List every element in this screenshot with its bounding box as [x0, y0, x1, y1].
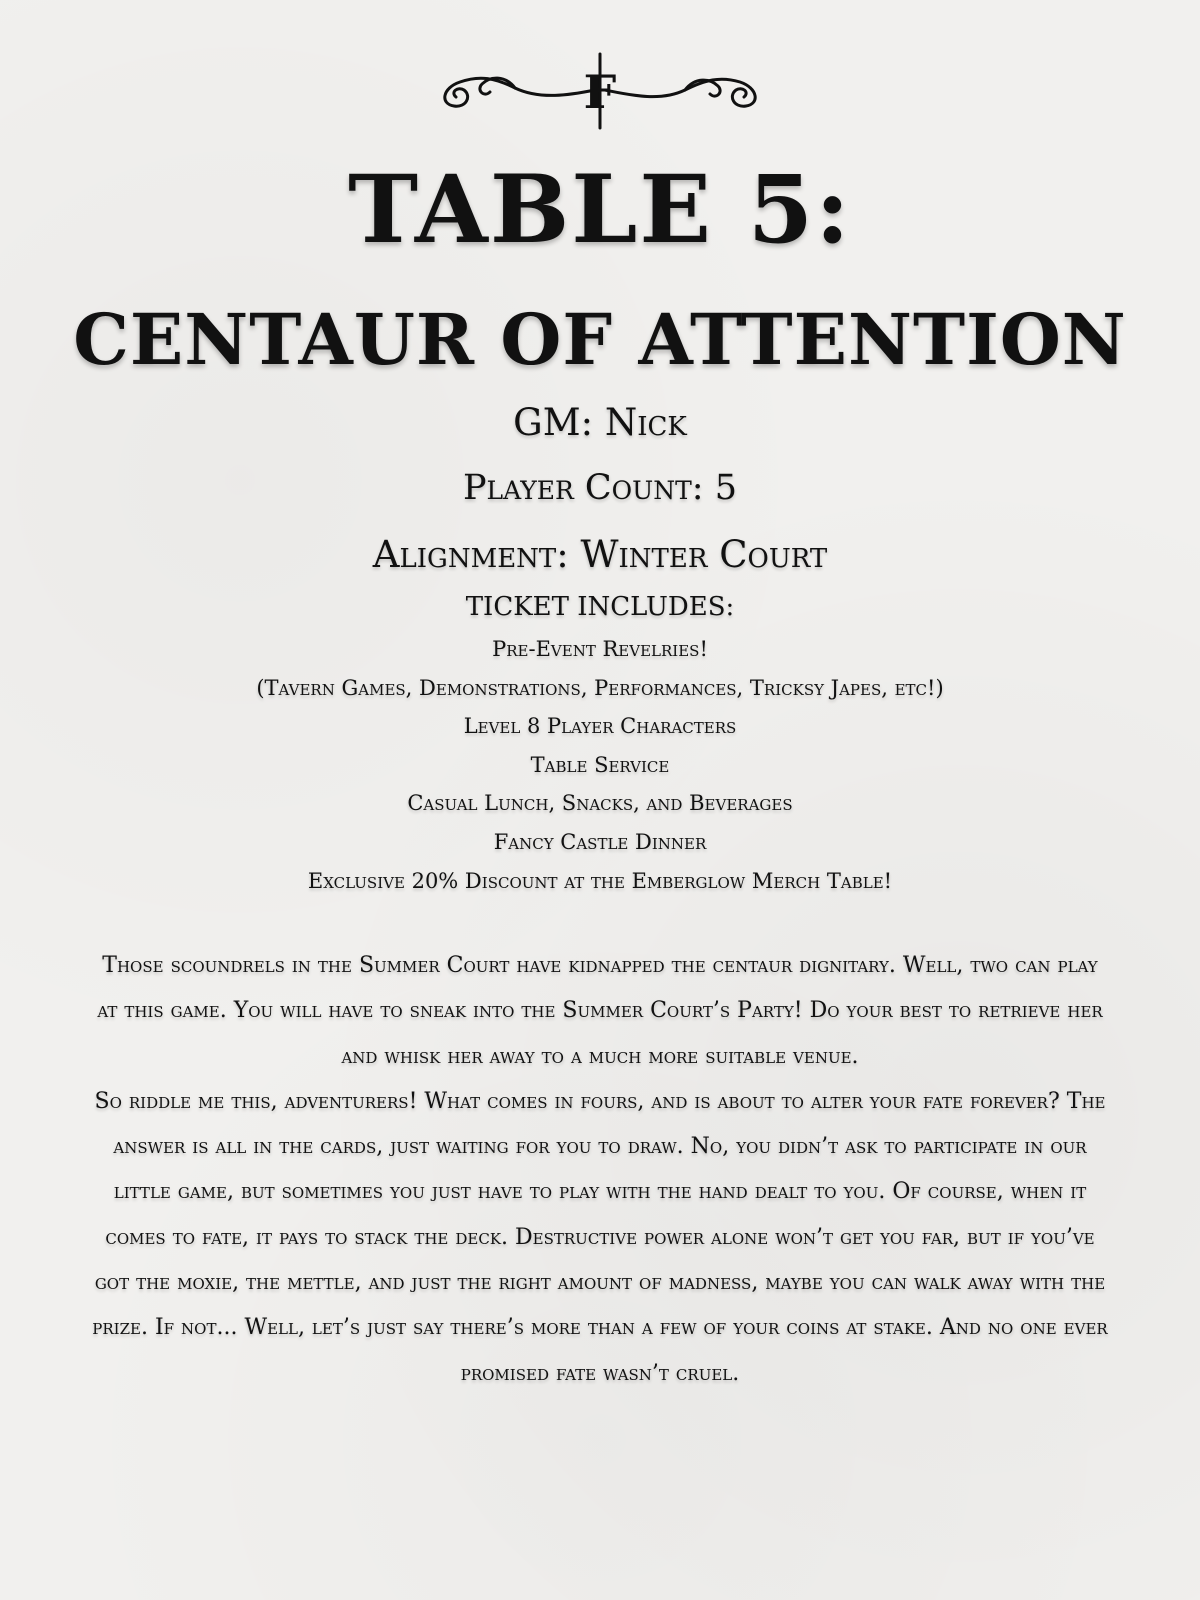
list-item: Fancy Castle Dinner: [493, 829, 707, 854]
svg-text:F: F: [583, 65, 617, 119]
player-count: Player Count: 5: [463, 468, 737, 508]
list-item: Table Service: [530, 752, 670, 777]
gm-name: GM: Nick: [513, 401, 687, 444]
flourish-icon: [0, 40, 1200, 130]
title-table-number: TABLE 5:: [348, 155, 852, 265]
story-paragraph: Those scoundrels in the Summer Court have kidnapped the centaur dignitary. Well, two can play at this game. You will have to sneak into the Summer Court’s Party! Do your best to retrieve her and whisk her away to a much more suitable venue.: [97, 953, 1103, 1069]
list-item: Level 8 Player Characters: [463, 714, 737, 739]
ticket-includes-list: [0, 630, 1200, 900]
list-item: Exclusive 20% Discount at the Emberglow Merch Table!: [307, 868, 893, 893]
list-item: Pre-Event Revelries!: [492, 637, 708, 661]
story-description: [90, 943, 1110, 1396]
title-adventure-name: CENTAUR OF ATTENTION: [73, 298, 1127, 381]
ticket-includes-heading: TICKET INCLUDES:: [465, 592, 735, 622]
story-paragraph: So riddle me this, adventurers! What comes in fours, and is about to alter your fate forever? The answer is all in the cards, just waiting for you to draw. No, you didn’t ask to participate in our little game, but sometimes you just have to play with the hand dealt to you. Of course, when it comes to fate, it pays to stack the deck. Destructive power alone won’t get you far, but if you’ve got the moxie, the mettle, and just the right amount of madness, maybe you can walk away with the prize. If not... Well, let’s just say there’s more than a few of your coins at stake. And no one ever promised fate wasn’t cruel.: [92, 1088, 1108, 1386]
list-item: (Tavern Games, Demonstrations, Performances, Tricksy Japes, etc!): [256, 675, 944, 700]
list-item: Casual Lunch, Snacks, and Beverages: [407, 791, 793, 816]
alignment: Alignment: Winter Court: [372, 533, 828, 576]
